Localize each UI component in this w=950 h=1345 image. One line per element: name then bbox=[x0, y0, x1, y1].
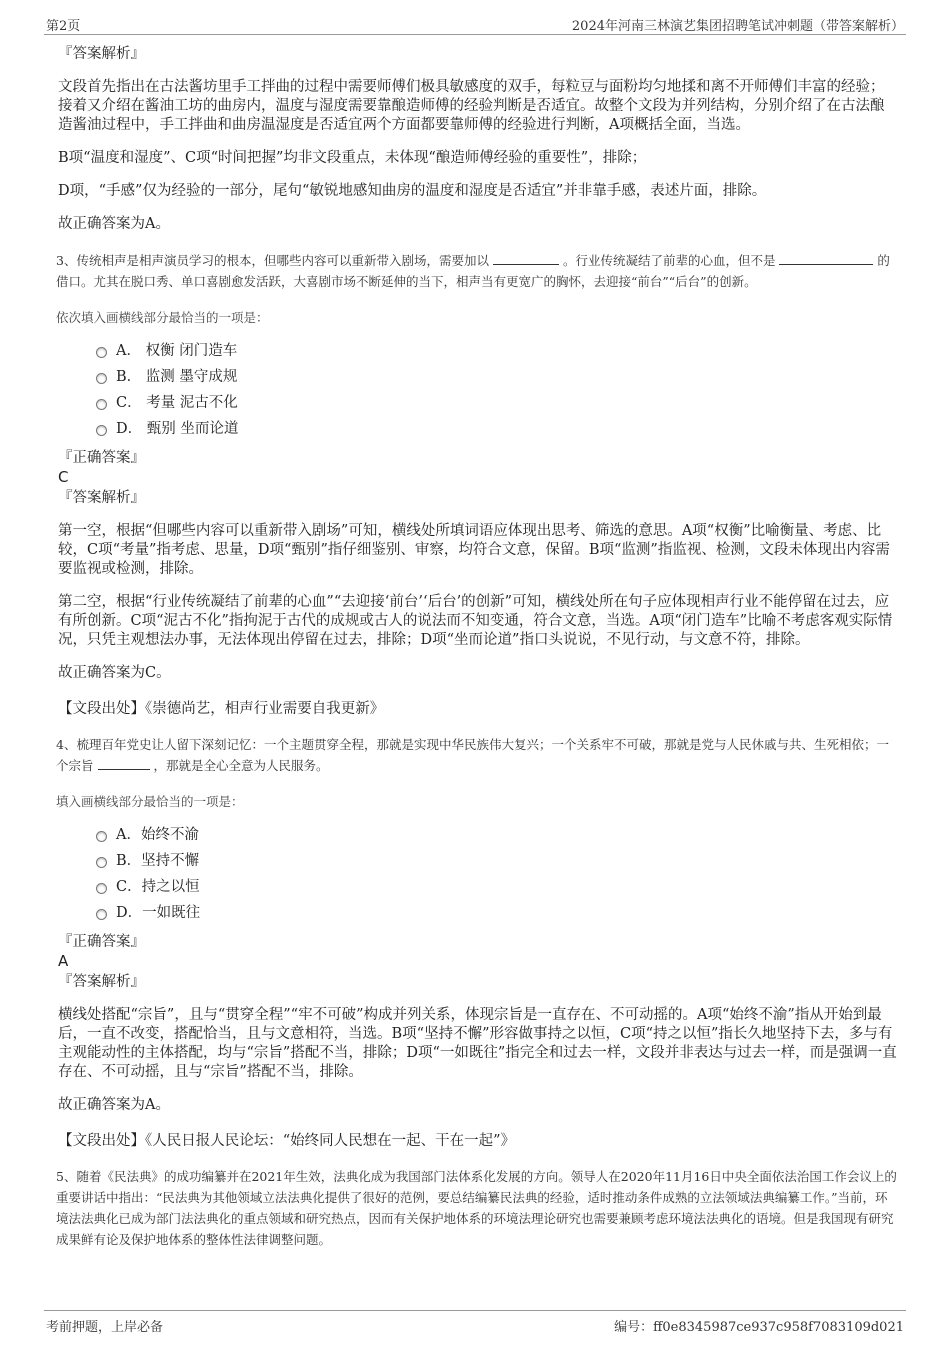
q2-analysis-para-2: B项“温度和湿度”、C项“时间把握”均非文段重点，未体现“酿造师傅经验的重要性”，排除； bbox=[58, 150, 647, 166]
radio-icon[interactable] bbox=[96, 425, 107, 436]
q3-option-a-label: A． 权衡 闭门造车 bbox=[116, 343, 238, 359]
document-title: 2024年河南三林演艺集团招聘笔试冲刺题（带答案解析） bbox=[571, 19, 904, 34]
q4-question-text bbox=[56, 734, 898, 776]
radio-icon[interactable] bbox=[96, 831, 107, 842]
q3-correct-label: 『正确答案』 bbox=[58, 450, 145, 466]
q3-question-text bbox=[56, 250, 898, 292]
q4-conclusion: 故正确答案为A。 bbox=[58, 1097, 170, 1113]
radio-icon[interactable] bbox=[96, 909, 107, 920]
document-code: 编号：ff0e8345987ce937c958f7083109d021 bbox=[614, 1320, 904, 1335]
page-header bbox=[44, 12, 906, 35]
q4-option-b[interactable] bbox=[96, 848, 906, 874]
q4-text-part-1: 4、梳理百年党史让人留下深刻记忆：一个主题贯穿全程，那就是实现中华民族伟大复兴；一个关系牢不可破，那就是党与人民休戚与共、生死相依；一个宗旨 bbox=[56, 737, 889, 773]
q5-question-text: 5、随着《民法典》的成功编纂并在2021年生效，法典化成为我国部门法体系化发展的方向。领导人在2020年11月16日中央全面依法治国工作会议上的重要讲话中指出：“民法典为其他领域立法法典化提供了很好的范例，要总结编纂民法典的经验，适时推动条件成熟的立法领域法典编纂工作。”当前，环境法法典化已成为部门法法典化的重点领域和研究热点，因而有关保护地体系的环境法理论研究也需要兼顾考虑环境法法典化的语境。但是我国现有研究成果鲜有论及保护地体系的整体性法律调整问题。 bbox=[56, 1169, 897, 1247]
q3-prompt: 依次填入画横线部分最恰当的一项是： bbox=[56, 310, 269, 325]
q4-prompt: 填入画横线部分最恰当的一项是： bbox=[56, 794, 244, 809]
page-footer bbox=[44, 1310, 906, 1335]
page-content bbox=[44, 44, 906, 1250]
q3-text-part-1: 3、传统相声是相声演员学习的根本，但哪些内容可以重新带入剧场，需要加以 bbox=[56, 253, 489, 268]
q2-conclusion: 故正确答案为A。 bbox=[58, 216, 170, 232]
q3-option-c-label: C． 考量 泥古不化 bbox=[116, 395, 238, 411]
q2-section bbox=[44, 44, 906, 234]
q3-text-part-2: 。行业传统凝结了前辈的心血，但不是 bbox=[562, 253, 776, 268]
q3-analysis-para-1: 第一空，根据“但哪些内容可以重新带入剧场”可知，横线处所填词语应体现出思考、筛选的意思。A项“权衡”比喻衡量、考虑、比较，C项“考量”指考虑、思量，D项“甄别”指仔细鉴别、审察，均符合文意，保留。B项“监测”指监视、检测，文段未体现出内容需要监视或检测，排除。 bbox=[58, 523, 890, 577]
q2-analysis-para-1: 文段首先指出在古法酱坊里手工拌曲的过程中需要师傅们极具敏感度的双手，每粒豆与面粉均匀地揉和离不开师傅们丰富的经验；接着又介绍在酱油工坊的曲房内，温度与湿度需要靠酿造师傅的经验判断是否适宜。故整个文段为并列结构，分别介绍了在古法酿造酱油过程中，手工拌曲和曲房温湿度是否适宜两个方面都要靠师傅的经验进行判断，A项概括全面，当选。 bbox=[58, 79, 885, 133]
footer-slogan: 考前押题，上岸必备 bbox=[46, 1320, 164, 1335]
q4-option-c-label: C．持之以恒 bbox=[116, 879, 200, 895]
q3-analysis-label: 『答案解析』 bbox=[58, 490, 145, 506]
q4-section bbox=[44, 734, 906, 1150]
q3-options bbox=[96, 338, 906, 442]
radio-icon[interactable] bbox=[96, 857, 107, 868]
q3-option-d[interactable] bbox=[96, 416, 906, 442]
q4-option-c[interactable] bbox=[96, 874, 906, 900]
q3-conclusion: 故正确答案为C。 bbox=[58, 665, 171, 681]
q3-answer: C bbox=[58, 468, 69, 486]
q3-source: 【文段出处】《崇德尚艺，相声行业需要自我更新》 bbox=[58, 701, 385, 717]
q4-option-b-label: B．坚持不懈 bbox=[116, 853, 200, 869]
q3-option-c[interactable] bbox=[96, 390, 906, 416]
q3-text-part-3: 的借口。尤其在脱口秀、单口喜剧愈发活跃，大喜剧市场不断延伸的当下，相声当有更宽广的胸怀，去迎接“前台”“后台”的创新。 bbox=[56, 253, 890, 289]
q4-blank bbox=[98, 755, 150, 770]
q3-section bbox=[44, 250, 906, 718]
q4-text-part-2: ，那就是全心全意为人民服务。 bbox=[153, 758, 329, 773]
q3-option-b-label: B． 监测 墨守成规 bbox=[116, 369, 238, 385]
q3-option-a[interactable] bbox=[96, 338, 906, 364]
q4-correct-label: 『正确答案』 bbox=[58, 934, 145, 950]
q3-blank-1 bbox=[493, 250, 559, 265]
q4-option-d-label: D．一如既往 bbox=[116, 905, 201, 921]
radio-icon[interactable] bbox=[96, 373, 107, 384]
q5-section bbox=[44, 1166, 906, 1250]
q3-analysis-para-2: 第二空，根据“行业传统凝结了前辈的心血”“去迎接‘前台’‘后台’的创新”可知，横线处所在句子应体现相声行业不能停留在过去，应有所创新。C项“泥古不化”指拘泥于古代的成规或古人的说法而不知变通，符合文意，当选。A项“闭门造车”比喻不考虑客观实际情况，只凭主观想法办事，无法体现出停留在过去，排除；D项“坐而论道”指口头说说，不见行动，与文意不符，排除。 bbox=[58, 594, 893, 648]
q3-blank-2 bbox=[779, 250, 873, 265]
q4-analysis-label: 『答案解析』 bbox=[58, 974, 145, 990]
page-number: 第2页 bbox=[46, 19, 81, 34]
q3-option-b[interactable] bbox=[96, 364, 906, 390]
q4-answer: A bbox=[58, 952, 69, 970]
q4-option-a[interactable] bbox=[96, 822, 906, 848]
q3-option-d-label: D． 甄别 坐而论道 bbox=[116, 421, 239, 437]
q4-options bbox=[96, 822, 906, 926]
q4-option-a-label: A．始终不渝 bbox=[116, 827, 199, 843]
q4-option-d[interactable] bbox=[96, 900, 906, 926]
q4-source: 【文段出处】《人民日报人民论坛：“始终同人民想在一起、干在一起”》 bbox=[58, 1133, 516, 1149]
q2-analysis-para-3: D项，“手感”仅为经验的一部分，尾句“敏锐地感知曲房的温度和湿度是否适宜”并非靠手感，表述片面，排除。 bbox=[58, 183, 767, 199]
radio-icon[interactable] bbox=[96, 883, 107, 894]
radio-icon[interactable] bbox=[96, 399, 107, 410]
q4-analysis-para-1: 横线处搭配“宗旨”，且与“贯穿全程”“牢不可破”构成并列关系，体现宗旨是一直存在、不可动摇的。A项“始终不渝”指从开始到最后，一直不改变，搭配恰当，且与文意相符，当选。B项“坚持不懈”形容做事持之以恒，C项“持之以恒”指长久地坚持下去，多与有主观能动性的主体搭配，均与“宗旨”搭配不当，排除；D项“一如既往”指完全和过去一样，文段并非表达与过去一样，而是强调一直存在、不可动摇，且与“宗旨”搭配不当，排除。 bbox=[58, 1007, 897, 1080]
radio-icon[interactable] bbox=[96, 347, 107, 358]
q2-analysis-label: 『答案解析』 bbox=[58, 46, 145, 62]
